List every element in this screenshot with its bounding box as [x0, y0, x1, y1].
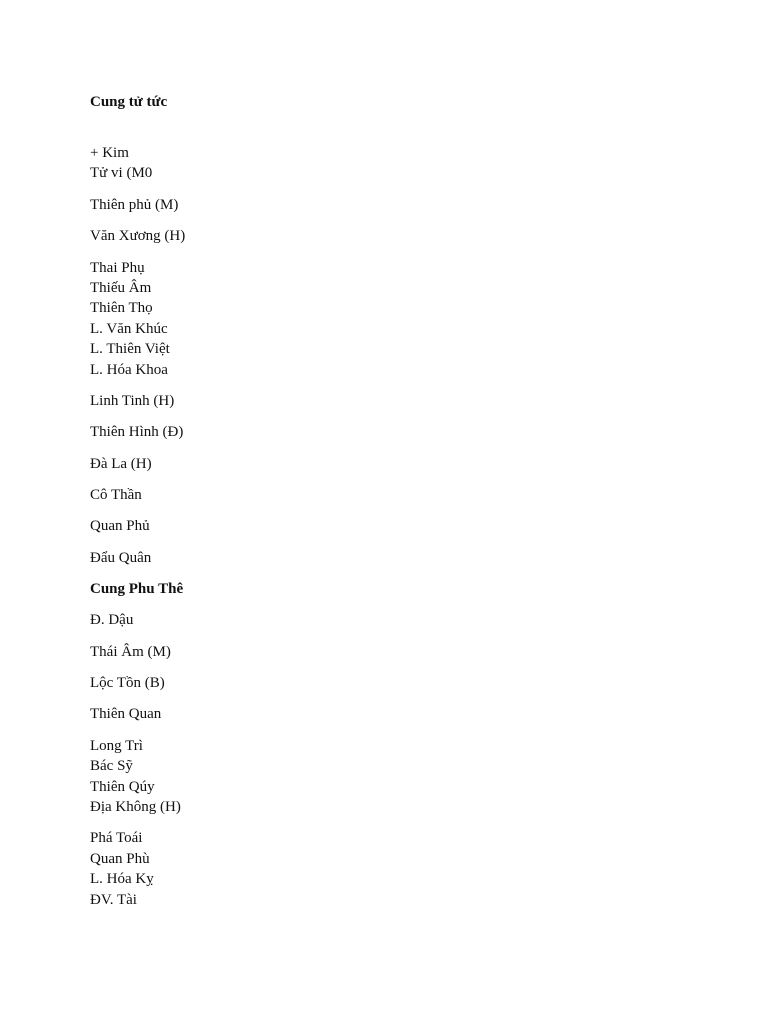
text-line: + Kim — [90, 145, 129, 161]
text-line: Thái Âm (M) — [90, 643, 171, 660]
paragraph — [90, 548, 690, 568]
text-line: Linh Tinh (H) — [90, 392, 175, 409]
text-line: Phá Toái — [90, 830, 143, 847]
paragraph — [90, 610, 690, 630]
paragraph — [90, 673, 690, 693]
section-heading-cung-phu-the: Cung Phu Thê — [90, 581, 184, 598]
text-line: Thiên Qúy — [90, 778, 155, 795]
text-line: Thiên phủ (M) — [90, 196, 179, 213]
text-line: Cô Thần — [90, 487, 142, 504]
text-line: ĐV. Tài — [90, 891, 137, 908]
text-line: Thai Phụ — [90, 259, 145, 276]
text-line: Thiên Quan — [90, 706, 162, 723]
text-line: Lộc Tồn (B) — [90, 675, 165, 692]
paragraph — [90, 422, 690, 442]
text-line: L. Văn Khúc — [90, 320, 168, 337]
text-line: Thiên Hình (Đ) — [90, 424, 184, 441]
text-line: Đà La (H) — [90, 455, 152, 472]
paragraph — [90, 828, 690, 910]
document-page — [90, 92, 690, 921]
text-line: Địa Không (H) — [90, 798, 181, 815]
paragraph — [90, 226, 690, 246]
text-line: Quan Phù — [90, 850, 150, 867]
paragraph — [90, 485, 690, 505]
text-line: L. Hóa Kỵ — [90, 871, 154, 888]
paragraph — [90, 258, 690, 380]
text-line: Đẩu Quân — [90, 549, 152, 566]
text-line: Thiên Thọ — [90, 300, 153, 317]
paragraph — [90, 704, 690, 724]
text-line: L. Thiên Việt — [90, 341, 170, 358]
text-line: Long Trì — [90, 737, 143, 754]
section-cung-phu-the — [90, 610, 690, 910]
text-line: Thiếu Âm — [90, 279, 152, 296]
text-line: Đ. Dậu — [90, 612, 134, 629]
section-heading-cung-tu-tuc: Cung tử tức — [90, 94, 168, 110]
text-line: Văn Xương (H) — [90, 228, 186, 245]
text-line: Bác Sỹ — [90, 758, 133, 775]
paragraph — [90, 195, 690, 215]
paragraph — [90, 391, 690, 411]
paragraph — [90, 516, 690, 536]
section-cung-tu-tuc — [90, 143, 690, 568]
text-line: L. Hóa Khoa — [90, 361, 168, 378]
text-line: Quan Phủ — [90, 518, 150, 535]
paragraph — [90, 454, 690, 474]
paragraph — [90, 736, 690, 818]
paragraph — [90, 642, 690, 662]
paragraph — [90, 143, 690, 184]
text-line: Tử vi (M0 — [90, 165, 153, 182]
